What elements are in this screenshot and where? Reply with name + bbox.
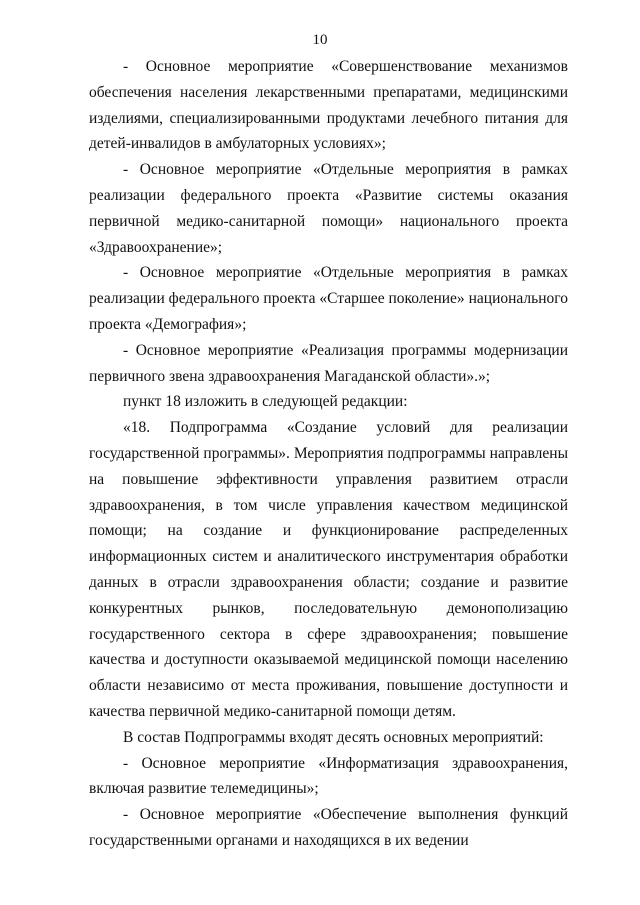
paragraph-measure-primary-care-project: - Основное мероприятие «Отдельные мероприятия в рамках реализации федерального проекта «Развитие системы оказания первичной медико-санитарной помощи» национального проекта «Здравоохранение»;	[89, 161, 568, 256]
paragraph-measure-older-generation-project: - Основное мероприятие «Отдельные мероприятия в рамках реализации федерального проекта «Старшее поколение» национального проекта «Демография»;	[89, 264, 568, 333]
paragraph-measure-government-functions: - Основное мероприятие «Обеспечение выполнения функций государственными органами и находящихся в их ведении	[89, 806, 568, 849]
paragraph-item-18-subprogram: «18. Подпрограмма «Создание условий для реализации государственной программы». Мероприятия подпрограммы направлены на повышение эффективности управления развитием отрасли здравоохранения, в том числе управления качеством медицинской помощи; на создание и функционирование распределенных информационных систем и аналитического инструментария обработки данных в отрасли здравоохранения области; создание и развитие конкурентных рынков, последовательную демонополизацию государственного сектора в сфере здравоохранения; повышение качества и доступности оказываемой медицинской помощи населению области независимо от места проживания, повышение доступности и качества первичной медико-санитарной помощи детям.	[89, 419, 568, 720]
document-body	[89, 54, 568, 854]
paragraph-item-18-intro: пункт 18 изложить в следующей редакции:	[123, 393, 408, 411]
paragraph-measure-primary-care-modernization: - Основное мероприятие «Реализация программы модернизации первичного звена здравоохранения Магаданской области».»;	[89, 341, 568, 385]
paragraph-measure-informatization: - Основное мероприятие «Информатизация здравоохранения, включая развитие телемедицины»;	[89, 754, 568, 798]
paragraph-subprogram-composition: В состав Подпрограммы входят десять основных мероприятий:	[123, 728, 544, 746]
paragraph-measure-drug-provision: - Основное мероприятие «Совершенствование механизмов обеспечения населения лекарственными препаратами, медицинскими изделиями, специализированными продуктами лечебного питания для детей-инвалидов в амбулаторных условиях»;	[89, 58, 568, 153]
page-number: 10	[312, 32, 328, 48]
